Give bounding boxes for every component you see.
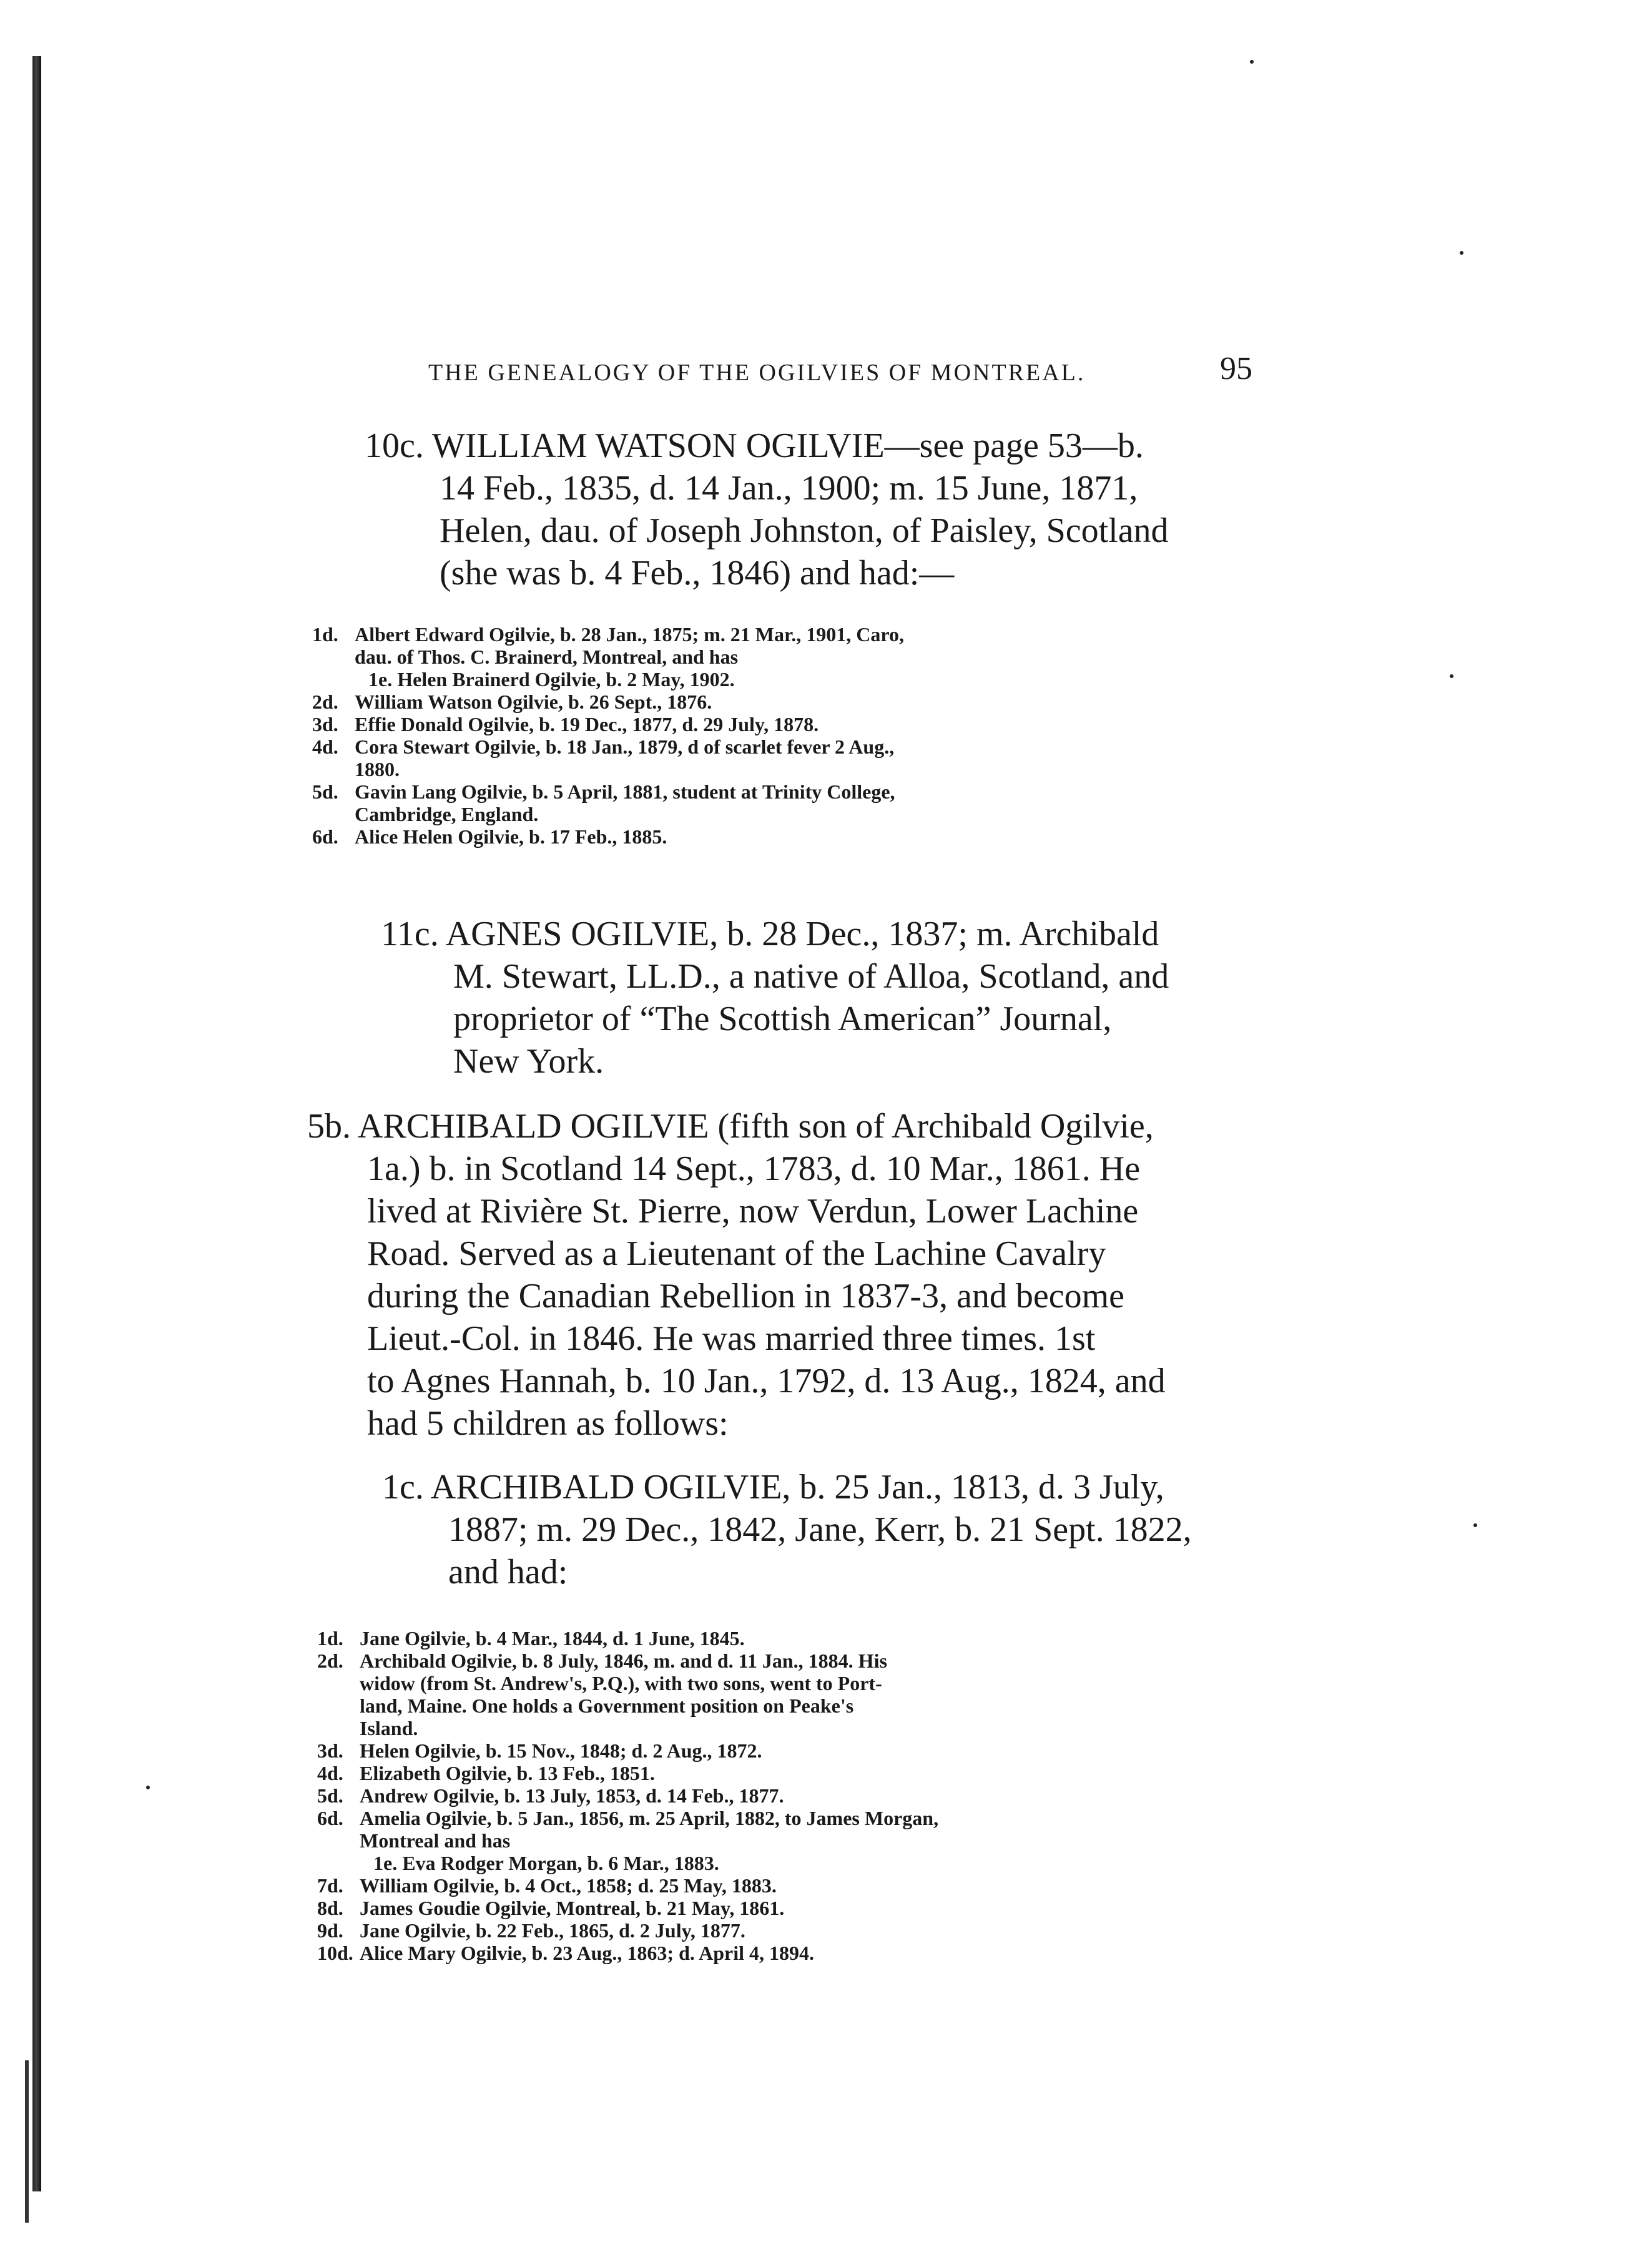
list-item xyxy=(317,1627,938,1650)
item-number: 8d. xyxy=(317,1897,343,1919)
item-text: William Watson Ogilvie, b. 26 Sept., 1876. xyxy=(355,691,712,713)
entry-line: 1a.) b. in Scotland 14 Sept., 1783, d. 10 Mar., 1861. He xyxy=(367,1149,1141,1188)
list-item xyxy=(317,1650,938,1672)
item-text: Archibald Ogilvie, b. 8 July, 1846, m. and d. 11 Jan., 1884. His xyxy=(360,1650,887,1672)
entry-line: 11c. AGNES OGILVIE, b. 28 Dec., 1837; m. Archibald xyxy=(381,915,1159,953)
entry-line: New York. xyxy=(453,1042,604,1081)
list-item xyxy=(312,691,904,713)
list-item xyxy=(317,1762,938,1784)
entry-line: Lieut.-Col. in 1846. He was married three times. 1st xyxy=(367,1319,1096,1358)
list-item-continuation: Cambridge, England. xyxy=(355,803,539,825)
item-text: Andrew Ogilvie, b. 13 July, 1853, d. 14 Feb., 1877. xyxy=(360,1784,784,1807)
children-list-1c xyxy=(317,1627,938,1964)
entry-1c xyxy=(382,1466,1269,1593)
list-item-continuation: dau. of Thos. C. Brainerd, Montreal, and has xyxy=(355,646,739,668)
item-number: 4d. xyxy=(312,735,338,758)
entry-line: 1c. ARCHIBALD OGILVIE, b. 25 Jan., 1813, d. 3 July, xyxy=(382,1468,1164,1507)
entry-11c xyxy=(381,913,1267,1083)
entry-line: 1887; m. 29 Dec., 1842, Jane, Kerr, b. 21 Sept. 1822, xyxy=(448,1510,1192,1549)
entry-line: 14 Feb., 1835, d. 14 Jan., 1900; m. 15 June, 1871, xyxy=(440,469,1138,508)
entry-line: M. Stewart, LL.D., a native of Alloa, Scotland, and xyxy=(453,957,1169,996)
grandchild-item: 1e. Eva Rodger Morgan, b. 6 Mar., 1883. xyxy=(373,1852,719,1874)
item-text: Amelia Ogilvie, b. 5 Jan., 1856, m. 25 April, 1882, to James Morgan, xyxy=(360,1807,939,1829)
item-text: Gavin Lang Ogilvie, b. 5 April, 1881, student at Trinity College, xyxy=(355,780,895,803)
print-speck xyxy=(146,1786,150,1789)
item-number: 1d. xyxy=(317,1627,343,1650)
item-number: 9d. xyxy=(317,1919,343,1942)
children-list-10c xyxy=(312,623,904,848)
list-item xyxy=(312,623,904,646)
item-text: William Ogilvie, b. 4 Oct., 1858; d. 25 May, 1883. xyxy=(360,1874,777,1897)
list-item xyxy=(317,1739,938,1762)
page-number: 95 xyxy=(1220,351,1252,386)
item-text: Effie Donald Ogilvie, b. 19 Dec., 1877, d. 29 July, 1878. xyxy=(355,713,819,735)
list-item xyxy=(317,1942,938,1964)
entry-line: Helen, dau. of Joseph Johnston, of Paisley, Scotland xyxy=(440,511,1169,550)
list-item xyxy=(317,1874,938,1897)
item-number: 6d. xyxy=(317,1807,343,1829)
binding-speck xyxy=(25,2060,29,2223)
entry-5b xyxy=(307,1105,1256,1445)
list-item-continuation: 1880. xyxy=(355,758,400,780)
entry-line: (she was b. 4 Feb., 1846) and had:— xyxy=(440,554,955,592)
entry-line: Road. Served as a Lieutenant of the Lachine Cavalry xyxy=(367,1234,1106,1273)
list-item-continuation: widow (from St. Andrew's, P.Q.), with two sons, went to Port- xyxy=(360,1672,882,1694)
list-item-continuation: Island. xyxy=(360,1717,418,1739)
item-text: Elizabeth Ogilvie, b. 13 Feb., 1851. xyxy=(360,1762,655,1784)
item-text: Cora Stewart Ogilvie, b. 18 Jan., 1879, d of scarlet fever 2 Aug., xyxy=(355,735,895,758)
list-item xyxy=(312,825,904,848)
list-item xyxy=(312,713,904,735)
item-number: 5d. xyxy=(312,780,338,803)
entry-line: 10c. WILLIAM WATSON OGILVIE—see page 53—b. xyxy=(365,426,1144,465)
running-title: THE GENEALOGY OF THE OGILVIES OF MONTREAL. xyxy=(428,360,1086,386)
item-text: Jane Ogilvie, b. 22 Feb., 1865, d. 2 July, 1877. xyxy=(360,1919,745,1942)
list-item xyxy=(317,1784,938,1807)
list-item-continuation: land, Maine. One holds a Government position on Peake's xyxy=(360,1694,854,1717)
item-number: 1d. xyxy=(312,623,338,646)
print-speck xyxy=(1473,1523,1477,1527)
print-speck xyxy=(1250,60,1254,64)
entry-line: proprietor of “The Scottish American” Journal, xyxy=(453,1000,1112,1038)
entry-line: and had: xyxy=(448,1553,568,1591)
item-number: 4d. xyxy=(317,1762,343,1784)
list-item-continuation: Montreal and has xyxy=(360,1829,511,1852)
item-number: 3d. xyxy=(317,1739,343,1762)
item-number: 2d. xyxy=(312,691,338,713)
book-binding-edge xyxy=(32,56,41,2191)
item-text: Helen Ogilvie, b. 15 Nov., 1848; d. 2 Aug., 1872. xyxy=(360,1739,762,1762)
grandchild-item: 1e. Helen Brainerd Ogilvie, b. 2 May, 1902. xyxy=(368,668,735,691)
entry-line: 5b. ARCHIBALD OGILVIE (fifth son of Archibald Ogilvie, xyxy=(307,1107,1154,1146)
print-speck xyxy=(1460,251,1463,255)
item-number: 6d. xyxy=(312,825,338,848)
item-text: Jane Ogilvie, b. 4 Mar., 1844, d. 1 June, 1845. xyxy=(360,1627,745,1650)
list-item xyxy=(312,735,904,758)
entry-10c xyxy=(365,425,1251,594)
print-speck xyxy=(1450,674,1453,678)
running-header xyxy=(428,351,1252,386)
item-text: Alice Mary Ogilvie, b. 23 Aug., 1863; d. April 4, 1894. xyxy=(360,1942,814,1964)
list-item xyxy=(317,1897,938,1919)
item-text: James Goudie Ogilvie, Montreal, b. 21 May, 1861. xyxy=(360,1897,785,1919)
item-text: Albert Edward Ogilvie, b. 28 Jan., 1875; m. 21 Mar., 1901, Caro, xyxy=(355,623,904,646)
item-number: 3d. xyxy=(312,713,338,735)
entry-line: to Agnes Hannah, b. 10 Jan., 1792, d. 13 Aug., 1824, and xyxy=(367,1362,1166,1400)
entry-line: during the Canadian Rebellion in 1837-3, and become xyxy=(367,1277,1125,1315)
item-number: 2d. xyxy=(317,1650,343,1672)
item-number: 5d. xyxy=(317,1784,343,1807)
item-number: 10d. xyxy=(317,1942,353,1964)
item-text: Alice Helen Ogilvie, b. 17 Feb., 1885. xyxy=(355,825,667,848)
item-number: 7d. xyxy=(317,1874,343,1897)
entry-line: had 5 children as follows: xyxy=(367,1404,729,1443)
entry-line: lived at Rivière St. Pierre, now Verdun, Lower Lachine xyxy=(367,1192,1139,1231)
list-item xyxy=(317,1807,938,1829)
list-item xyxy=(312,780,904,803)
list-item xyxy=(317,1919,938,1942)
